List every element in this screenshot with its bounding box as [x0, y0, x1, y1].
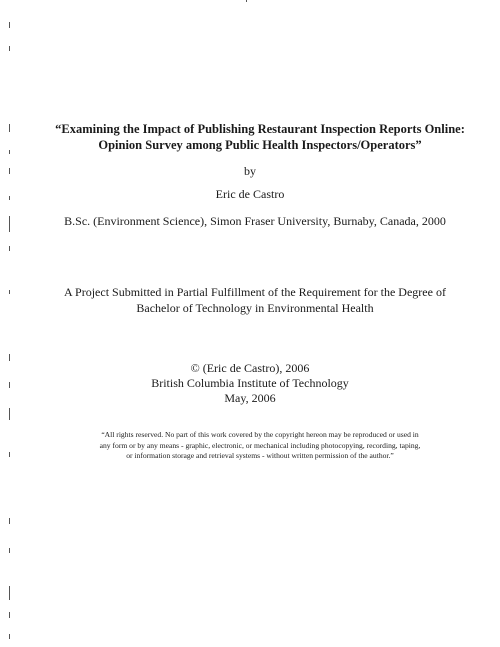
scan-mark	[9, 452, 10, 457]
scan-mark	[9, 548, 10, 553]
scan-mark	[9, 408, 10, 420]
title-line-1: “Examining the Impact of Publishing Restaurant Inspection Reports Online:	[55, 122, 465, 136]
scan-mark	[9, 124, 10, 132]
prior-degree: B.Sc. (Environment Science), Simon Fraser University, Burnaby, Canada, 2000	[64, 214, 446, 228]
by-label: by	[244, 164, 256, 178]
document-title	[30, 121, 490, 153]
scan-mark	[9, 22, 10, 28]
rights-line-2: any form or by any means - graphic, electronic, or mechanical including photocopying, recording, taping,	[99, 440, 421, 450]
scan-mark	[9, 354, 10, 361]
scan-mark	[9, 586, 10, 600]
scan-mark	[9, 246, 10, 251]
submission-date: May, 2006	[224, 391, 276, 405]
institution-name: British Columbia Institute of Technology	[151, 376, 349, 390]
copyright-line: © (Eric de Castro), 2006	[190, 361, 310, 375]
scan-mark	[9, 634, 10, 639]
scan-mark	[246, 0, 247, 2]
copyright-block	[0, 361, 500, 406]
rights-line-3: or information storage and retrieval systems - without written permission of the author.”	[126, 451, 394, 460]
scan-mark	[9, 612, 10, 618]
rights-notice	[60, 430, 460, 462]
scan-mark	[9, 46, 10, 51]
project-line-1: A Project Submitted in Partial Fulfillment of the Requirement for the Degree of	[64, 285, 446, 299]
project-line-2: Bachelor of Technology in Environmental Health	[136, 301, 374, 315]
project-statement	[20, 284, 490, 316]
scan-mark	[9, 290, 10, 294]
scan-mark	[9, 150, 10, 154]
title-line-2: Opinion Survey among Public Health Inspectors/Operators”	[98, 138, 422, 152]
rights-line-1: “All rights reserved. No part of this work covered by the copyright hereon may be reproduced or used in	[101, 430, 419, 439]
scan-mark	[9, 216, 10, 232]
scan-mark	[9, 518, 10, 524]
author-name: Eric de Castro	[215, 187, 285, 201]
